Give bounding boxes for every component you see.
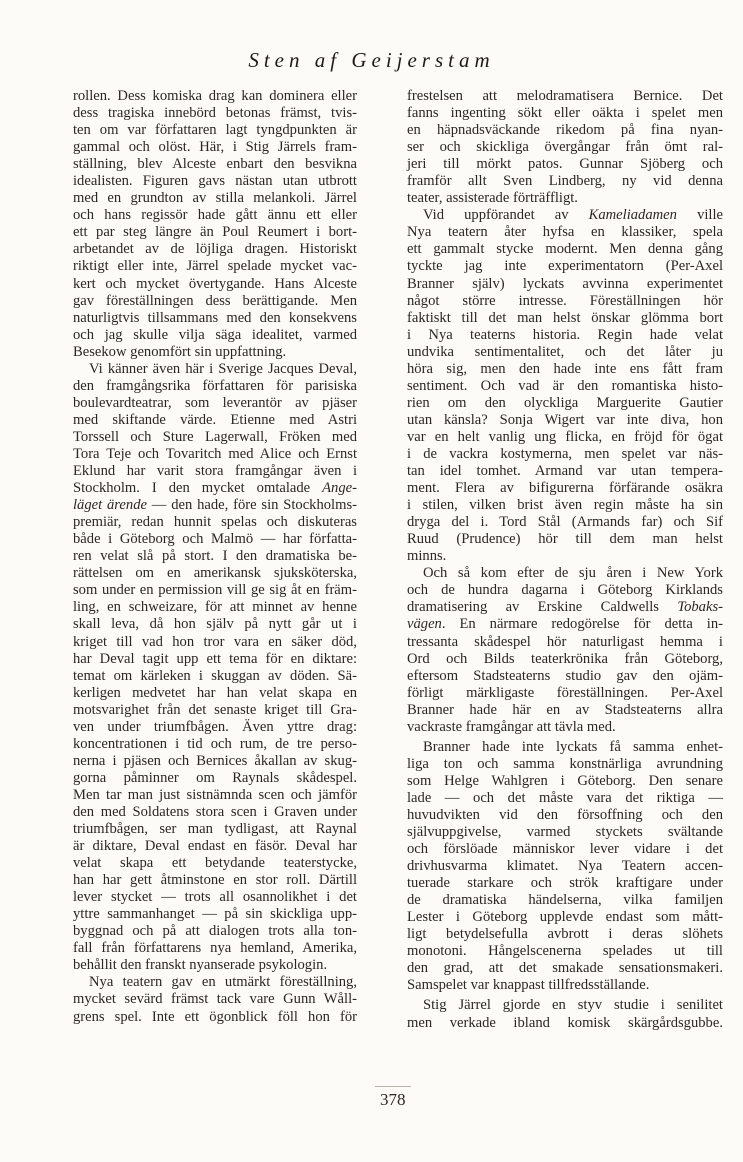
text-segment: Branner själv) lyckats avvinna experimentet	[407, 275, 723, 292]
text-segment: vackraste framgångar att tävla med.	[407, 718, 616, 735]
text-line	[73, 480, 357, 497]
text-line	[73, 565, 357, 582]
text-segment: ett gammalt stycke modernt. Men denna gång	[407, 241, 723, 258]
text-line	[73, 582, 357, 599]
text-segment: som under en permission vill ge sig åt en främ-	[73, 582, 357, 599]
text-segment: är diktare, Deval endast en fäsör. Deval har	[73, 838, 357, 855]
text-line	[73, 139, 357, 156]
text-line	[73, 497, 357, 514]
right-column	[407, 88, 723, 1032]
text-line	[73, 173, 357, 190]
text-segment: monotoni. Hångelscenerna spelades ut till	[407, 943, 723, 960]
text-line	[73, 821, 357, 838]
text-segment: dess tragiska innebörd betonas främst, tvis-	[73, 105, 357, 122]
text-segment: ling, en schweizare, för att minnet av henne	[73, 599, 357, 616]
text-line	[407, 276, 723, 293]
text-segment: grens spel. Inte ett ögonblick föll hon för	[73, 1008, 357, 1025]
text-segment: boulevardteatrar, som leverantör av pjäser	[73, 394, 357, 411]
text-segment: Tora Teje och Tovaritch med Alice och Ernst	[73, 445, 357, 462]
text-line	[407, 582, 723, 599]
text-segment: Nya teatern åter hyfsa en klassiker, spela	[407, 224, 723, 241]
text-line	[407, 310, 723, 327]
text-segment: och hans regissör hade gått ännu ett eller	[73, 207, 357, 224]
text-segment: Branner hade inte lyckats få samma enhet-	[423, 738, 723, 755]
text-segment: han har gett åtminstone en stor roll. Därtill	[73, 872, 357, 889]
text-segment: riktigt eller inte, Järrel spelade mycket vac-	[73, 258, 357, 275]
text-line	[73, 207, 357, 224]
text-segment: Vi känner även här i Sverige Jacques Deval,	[89, 360, 357, 377]
text-segment: naturligtvis tillsammans med den konsekvens	[73, 309, 357, 326]
text-line	[407, 599, 723, 616]
text-line	[407, 807, 723, 824]
text-segment: motsvarighet från det senaste kriget till Gra-	[73, 701, 357, 718]
text-line	[73, 156, 357, 173]
text-line	[73, 310, 357, 327]
text-line	[407, 960, 723, 977]
text-segment: i Nya teaterns historia. Regin hade velat	[407, 326, 723, 343]
text-line	[73, 957, 357, 974]
italic-title: läget ärende	[73, 497, 147, 514]
text-line	[73, 616, 357, 633]
text-segment: Vid uppförandet av	[423, 207, 589, 224]
text-line	[407, 719, 723, 736]
text-segment: eftersom Stadsteaterns studio gav den ojäm-	[407, 667, 723, 684]
text-line	[73, 651, 357, 668]
text-segment: något större intresse. Föreställningen hör	[407, 292, 723, 309]
text-segment: rättelsen om en amerikansk sjuksköterska,	[73, 565, 357, 582]
text-segment: tan idel tomhet. Armand var utan tempera-	[407, 463, 723, 480]
text-line	[73, 276, 357, 293]
text-line	[407, 258, 723, 275]
text-line	[73, 906, 357, 923]
text-segment: i stilen, vilken brist även regin måste ha sin	[407, 497, 723, 514]
text-segment: tuerade starkare och strök kraftigare under	[407, 875, 723, 892]
text-segment: teater, assisterade förträffligt.	[407, 190, 578, 207]
text-line	[407, 395, 723, 412]
text-line	[407, 344, 723, 361]
text-line	[407, 480, 723, 497]
text-line	[407, 841, 723, 858]
text-line	[73, 122, 357, 139]
text-segment: huvudvikten vid den försoffning och den	[407, 806, 723, 823]
text-segment: ven under triumfbågen. Även yttre drag:	[73, 718, 357, 735]
text-line	[407, 207, 723, 224]
text-line	[73, 463, 357, 480]
text-line	[73, 855, 357, 872]
text-line	[407, 122, 723, 139]
text-segment: den framgångsrika författaren för parisiska	[73, 377, 357, 394]
text-segment: koncentrationen i tid och rum, de tre perso-	[73, 735, 357, 752]
text-line	[73, 599, 357, 616]
text-line	[407, 531, 723, 548]
text-segment: Branner hade här en av Stadsteaterns allra	[407, 701, 723, 718]
text-line	[73, 241, 357, 258]
text-segment: med skiftande värde. Etienne med Astri	[73, 411, 357, 428]
text-line	[73, 378, 357, 395]
text-line	[407, 565, 723, 582]
text-line	[407, 790, 723, 807]
text-segment: Samspelet var knappast tillfredsställande.	[407, 977, 650, 994]
text-segment: Ord och Bilds teaterkrönika från Göteborg,	[407, 650, 723, 667]
text-segment: Torssell och Sture Lagerwall, Fröken med	[73, 428, 357, 445]
text-line	[73, 105, 357, 122]
text-line	[407, 139, 723, 156]
text-segment: drivhusvarma klimatet. Nya Teatern accen-	[407, 858, 723, 875]
text-segment: Och så kom efter de sju åren i New York	[423, 565, 723, 582]
text-line	[73, 702, 357, 719]
text-line	[407, 702, 723, 719]
italic-title: Ange-	[322, 480, 357, 497]
text-segment: frestelsen att melodramatisera Bernice. Det	[407, 88, 723, 104]
italic-title: Tobaks-	[677, 599, 723, 616]
text-segment: fall från författarens nya hemland, Amerika,	[73, 940, 357, 957]
text-line	[407, 224, 723, 241]
text-segment: och jag skulle vilja säga idealitet, varmed	[73, 326, 357, 343]
text-line	[407, 88, 723, 105]
text-line	[407, 926, 723, 943]
text-line	[73, 88, 357, 105]
text-segment: fanns ingenting sökt eller oäkta i spelet men	[407, 105, 723, 122]
text-segment: gav föreställningen dess berättigande. Men	[73, 292, 357, 309]
text-line	[407, 685, 723, 702]
text-line	[407, 756, 723, 773]
text-line	[407, 514, 723, 531]
text-segment: lever stycket — trots all osannolikhet i det	[73, 889, 357, 906]
text-segment: men verkade ibland komisk skärgårdsgubbe.	[407, 1014, 723, 1031]
text-segment: ment. Flera av bifigurerna förfärande osäkra	[407, 480, 723, 497]
text-line	[73, 634, 357, 651]
text-line	[407, 892, 723, 909]
text-segment: ville	[676, 207, 724, 224]
text-segment: Ruud (Prudence) hör till dem man helst	[407, 531, 723, 548]
text-segment: premiär, redan hunnit spelas och diskuteras	[73, 514, 357, 531]
folio-rule	[375, 1086, 411, 1087]
text-segment: ställning, blev Alceste enbart den besvikna	[73, 156, 357, 173]
text-line	[73, 361, 357, 378]
text-line	[73, 685, 357, 702]
text-line	[73, 293, 357, 310]
text-segment: nerna i pjäsen och Bernices åkallan av skug-	[73, 752, 357, 769]
text-line	[407, 190, 723, 207]
text-segment: sentiment. Och vad är den romantiska histo-	[407, 377, 723, 394]
text-line	[73, 872, 357, 889]
text-line	[407, 156, 723, 173]
text-segment: jeri till mörkt patos. Gunnar Sjöberg och	[407, 156, 723, 173]
text-segment: självuppgivelse, varmed styckets svältande	[407, 824, 723, 841]
text-line	[73, 344, 357, 361]
text-segment: kert och mycket övertygande. Hans Alceste	[73, 275, 357, 292]
text-segment: tressanta skådespel hör naturligast hemma i	[407, 633, 723, 650]
text-segment: triumfbågen, ser man tydligast, att Raynal	[73, 821, 357, 838]
text-line	[73, 753, 357, 770]
text-line	[73, 514, 357, 531]
text-segment: mycket sevärd främst tack vare Gunn Wåll-	[73, 991, 357, 1008]
text-line	[407, 616, 723, 633]
left-column	[73, 88, 357, 1026]
text-segment: framför allt Sven Lindberg, ny vid denna	[407, 173, 723, 190]
text-line	[73, 531, 357, 548]
italic-title: Kameliadamen	[588, 207, 677, 224]
text-segment: rien om den olyckliga Marguerite Gautier	[407, 394, 723, 411]
text-segment: dramatisering av Erskine Caldwells	[407, 599, 678, 616]
text-line	[407, 497, 723, 514]
text-segment: Eklund har varit stora framgångar även i	[73, 463, 357, 480]
text-segment: behållit den franskt nyanserade psykologin.	[73, 957, 328, 974]
text-line	[73, 991, 357, 1008]
text-line	[407, 173, 723, 190]
text-segment: i de vackra kostymerna, men spelet var näs-	[407, 445, 723, 462]
text-segment: minns.	[407, 548, 447, 565]
text-line	[407, 446, 723, 463]
text-line	[407, 875, 723, 892]
text-line	[407, 858, 723, 875]
text-line	[73, 974, 357, 991]
text-line	[407, 378, 723, 395]
text-line	[407, 634, 723, 651]
text-line	[73, 1009, 357, 1026]
text-segment: har Deval tagit upp ett tema för en diktare:	[73, 650, 357, 667]
running-head: Sten af Geijerstam	[248, 48, 495, 72]
text-line	[407, 293, 723, 310]
text-line	[407, 668, 723, 685]
text-segment: den med Soldatens stora scen i Graven under	[73, 803, 357, 820]
text-line	[407, 977, 723, 994]
text-segment: . En närmare redogörelse för detta in-	[441, 616, 723, 633]
text-segment: ren velat slå på stort. I den dramatiska be-	[73, 548, 357, 565]
text-segment: undvika sentimentalitet, och det låter ju	[407, 343, 723, 360]
text-segment: arbetandet av de löjliga dragen. Historiskt	[73, 241, 357, 258]
text-segment: lade — och det måste vara det riktiga —	[407, 789, 723, 806]
text-segment: tyckte jag inte experimentatorn (Per-Axel	[407, 258, 723, 275]
text-line	[407, 463, 723, 480]
text-segment: både i Göteborg och Malmö — har författa-	[73, 531, 357, 548]
text-line	[407, 429, 723, 446]
text-line	[407, 739, 723, 756]
text-line	[407, 773, 723, 790]
text-line	[407, 105, 723, 122]
text-segment: som Helge Wahlgren i Göteborg. Den senare	[407, 772, 723, 789]
italic-title: vägen	[407, 616, 442, 633]
text-line	[407, 241, 723, 258]
text-segment: Men tar man just sistnämnda scen och jämför	[73, 786, 357, 803]
text-segment: kriget till vad hon tror vara en säker död,	[73, 633, 357, 650]
text-segment: den grad, att det smakade sensationsmakeri.	[407, 960, 723, 977]
text-segment: skall leva, då hon själv på nytt går ut i	[73, 616, 357, 633]
text-line	[73, 224, 357, 241]
text-segment: ett par steg längre än Poul Reumert i bort-	[73, 224, 357, 241]
text-segment: och förslöade människor lever vidare i det	[407, 841, 723, 858]
text-line	[73, 923, 357, 940]
text-segment: höra sig, men den hade inte ens fått fram	[407, 360, 723, 377]
text-line	[73, 787, 357, 804]
text-line	[73, 548, 357, 565]
text-segment: Besekow genomfört sin uppfattning.	[73, 343, 287, 360]
text-line	[407, 548, 723, 565]
text-line	[73, 668, 357, 685]
text-segment: med en grundton av stilla melankoli. Järrel	[73, 190, 357, 207]
text-line	[407, 943, 723, 960]
text-segment: — den hade, före sin Stockholms-	[146, 497, 358, 514]
text-line	[73, 429, 357, 446]
text-segment: dryga del i. Tord Stål (Armands far) och Sif	[407, 514, 723, 531]
text-line	[407, 824, 723, 841]
text-line	[407, 361, 723, 378]
text-line	[73, 258, 357, 275]
text-segment: de dramatiska händelserna, vilka familjen	[407, 892, 723, 909]
text-line	[73, 838, 357, 855]
text-segment: gammal och olöst. Här, i Stig Järrels fram-	[73, 139, 357, 156]
text-segment: kerligen medvetet har han velat skapa en	[73, 684, 357, 701]
text-line	[407, 651, 723, 668]
text-segment: Stig Järrel gjorde en styv studie i senilitet	[423, 997, 723, 1014]
text-line	[73, 719, 357, 736]
text-segment: liga ton och samma konstnärliga avrundning	[407, 755, 723, 772]
text-segment: en häpnadsväckande rikedom på fina nyan-	[407, 122, 723, 139]
text-segment: var en helt vanlig ung flicka, en fröjd för ögat	[407, 428, 723, 445]
text-segment: förligt märkligaste föreställningen. Per-Axel	[407, 684, 723, 701]
text-segment: utan känsla? Sonja Wigert var inte diva, hon	[407, 411, 723, 428]
text-line	[73, 446, 357, 463]
text-line	[73, 736, 357, 753]
text-line	[407, 1015, 723, 1032]
text-segment: yttre sammanhanget — på sin skickliga upp-	[73, 906, 357, 923]
text-line	[407, 327, 723, 344]
text-segment: ligt betydelsefulla avbrott i deras slöhets	[407, 926, 723, 943]
text-segment: Stockholm. I den mycket omtalade	[73, 480, 323, 497]
text-segment: idealisten. Figuren gavs nästan utan utbrott	[73, 173, 357, 190]
text-segment: ten om var författaren lagt tyngdpunkten är	[73, 122, 357, 139]
text-line	[73, 770, 357, 787]
text-segment: och de hundra dagarna i Göteborg Kirklands	[407, 582, 723, 599]
text-line	[407, 412, 723, 429]
text-line	[73, 395, 357, 412]
text-segment: gorna påminner om Raynals skådespel.	[73, 769, 357, 786]
text-line	[407, 909, 723, 926]
text-line	[73, 327, 357, 344]
text-line	[407, 997, 723, 1014]
text-segment: rollen. Dess komiska drag kan dominera eller	[73, 88, 357, 104]
text-segment: temat om kärleken i skuggan av döden. Sä-	[73, 667, 357, 684]
text-segment: velat skapa ett betydande teaterstycke,	[73, 855, 357, 872]
text-segment: byggnad och på att dialogen trots alla ton-	[73, 923, 357, 940]
text-line	[73, 804, 357, 821]
page-number: 378	[380, 1090, 406, 1109]
text-line	[73, 940, 357, 957]
text-line	[73, 190, 357, 207]
text-segment: Nya teatern gav en utmärkt föreställning,	[89, 974, 357, 991]
text-segment: ser och skickliga övergångar från ömt ral-	[407, 139, 723, 156]
text-line	[73, 412, 357, 429]
text-line	[73, 889, 357, 906]
text-segment: faktiskt till det man helst önskar glömma bort	[407, 309, 723, 326]
text-segment: Lester i Göteborg upplevde endast som mått-	[407, 909, 723, 926]
